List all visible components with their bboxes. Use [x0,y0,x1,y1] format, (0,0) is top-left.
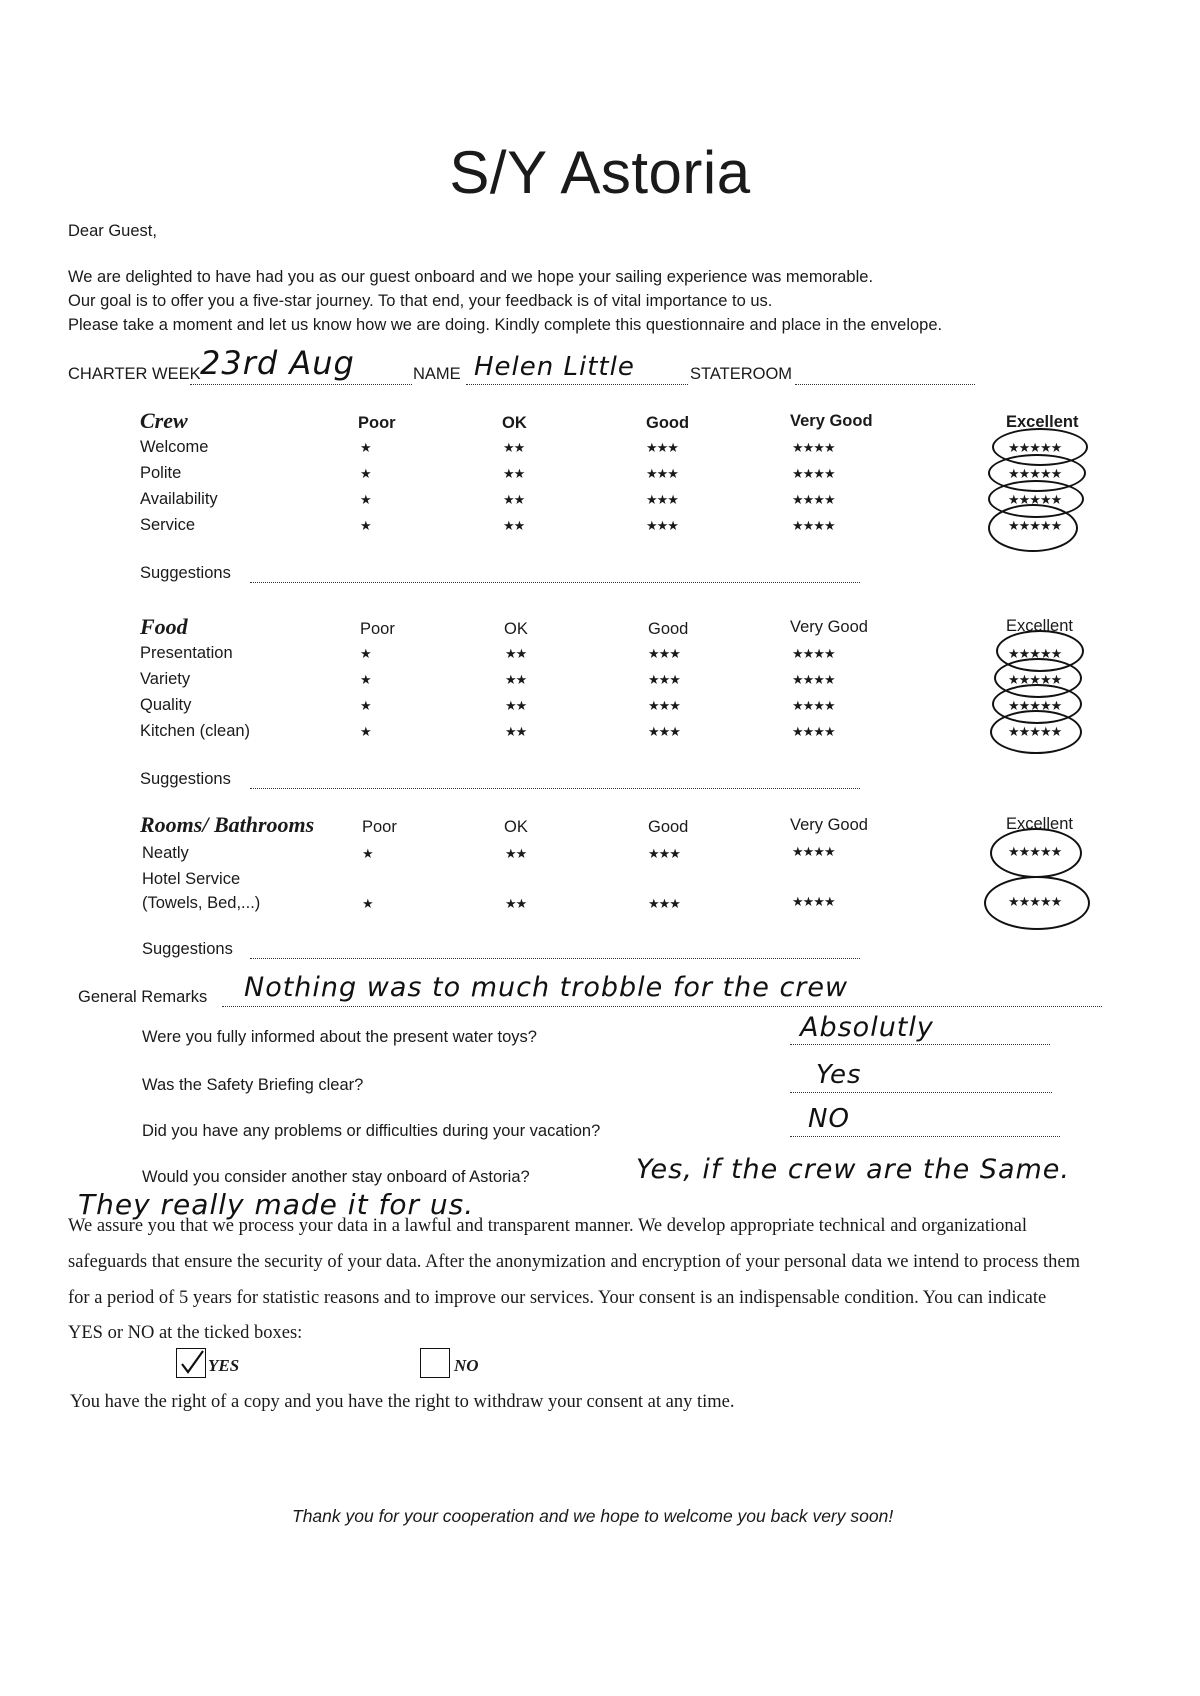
suggestions-line[interactable] [250,958,860,959]
rating-star-selected[interactable]: ★★★★★ [1008,844,1062,859]
col-good: Good [646,414,690,432]
rating-star[interactable]: ★★★★ [792,724,835,739]
rating-star[interactable]: ★ [360,518,371,533]
rating-star[interactable]: ★ [360,440,371,455]
rating-star[interactable]: ★★★ [646,440,678,455]
rights-text: You have the right of a copy and you have the right to withdraw your consent at any time. [70,1392,735,1412]
charter-week-label: CHARTER WEEK [68,365,201,383]
privacy-line-3: for a period of 5 years for statistic reasons and to improve our services. Your consent is an indispensable condition. You can indicate [68,1288,1047,1308]
privacy-line-4: YES or NO at the ticked boxes: [68,1323,303,1343]
col-very-good: Very Good [790,618,868,636]
rating-star[interactable]: ★★ [503,518,525,533]
section-title-food: Food [140,614,188,639]
rating-star[interactable]: ★★★ [648,846,680,861]
rating-star[interactable]: ★ [360,466,371,481]
selection-circle [990,710,1082,754]
col-excellent: Excellent [1006,815,1073,833]
rating-star[interactable]: ★★★★ [792,518,835,533]
intro-line-3: Please take a moment and let us know how we are doing. Kindly complete this questionnaire and place in the envelope. [68,316,943,334]
rating-star[interactable]: ★★★★ [792,698,835,713]
selection-circle [988,504,1078,552]
stateroom-label: STATEROOM [690,365,793,383]
consent-no-label: NO [454,1356,479,1375]
suggestions-label: Suggestions [142,940,233,958]
question-problems: Did you have any problems or difficulties during your vacation? [142,1122,601,1140]
rating-star[interactable]: ★★★ [648,724,680,739]
checkmark-icon [177,1349,205,1377]
rating-star[interactable]: ★★ [503,440,525,455]
rating-star-selected[interactable]: ★★★★★ [1008,492,1062,507]
rating-star[interactable]: ★★★ [648,698,680,713]
row-label: Quality [140,696,192,714]
intro-line-1: We are delighted to have had you as our guest onboard and we hope your sailing experience was memorable. [68,268,874,286]
rating-star[interactable]: ★ [360,724,371,739]
selection-circle [984,876,1090,930]
rating-star-selected[interactable]: ★★★★★ [1008,466,1062,481]
rating-star[interactable]: ★★★ [646,492,678,507]
suggestions-line[interactable] [250,582,860,583]
rating-star-selected[interactable]: ★★★★★ [1008,518,1062,533]
col-ok: OK [502,414,527,432]
thanks-text: Thank you for your cooperation and we hope to welcome you back very soon! [292,1506,894,1526]
question-another-stay: Would you consider another stay onboard of Astoria? [142,1168,530,1186]
row-label: (Towels, Bed,...) [142,894,261,912]
rating-star-selected[interactable]: ★★★★★ [1008,724,1062,739]
row-label: Hotel Service [142,870,241,888]
rating-star[interactable]: ★★★ [646,518,678,533]
col-ok: OK [504,818,528,836]
answer-safety-briefing[interactable]: Yes [816,1060,862,1090]
question-water-toys: Were you fully informed about the present water toys? [142,1028,537,1046]
col-excellent: Excellent [1006,617,1073,635]
general-remarks-value[interactable]: Nothing was to much trobble for the crew [244,972,849,1003]
rating-star[interactable]: ★★ [505,646,527,661]
rating-star[interactable]: ★★★★ [792,646,835,661]
rating-star[interactable]: ★★★★ [792,672,835,687]
row-label: Neatly [142,844,189,862]
consent-yes-label: YES [208,1356,240,1375]
selection-circle [990,828,1082,878]
col-good: Good [648,818,689,836]
col-poor: Poor [360,620,395,638]
answer-problems[interactable]: NO [808,1104,850,1134]
suggestions-label: Suggestions [140,770,231,788]
rating-star[interactable]: ★★★★ [792,492,835,507]
suggestions-line[interactable] [250,788,860,789]
rating-star[interactable]: ★ [360,672,371,687]
rating-star[interactable]: ★★★ [646,466,678,481]
rating-star[interactable]: ★★★★ [792,440,835,455]
rating-star[interactable]: ★★ [503,492,525,507]
privacy-line-1: We assure you that we process your data in a lawful and transparent manner. We develop appropriate technical and organizational [68,1216,1028,1236]
suggestions-label: Suggestions [140,564,231,582]
section-title-crew: Crew [140,408,188,433]
name-label: NAME [413,365,461,383]
col-ok: OK [504,620,528,638]
handwritten-remark: They really made it for us. [78,1188,475,1221]
rating-star[interactable]: ★★★ [648,896,680,911]
row-label: Service [140,516,196,534]
greeting: Dear Guest, [68,222,157,240]
rating-star[interactable]: ★★ [505,724,527,739]
row-label: Presentation [140,644,233,662]
privacy-line-2: safeguards that ensure the security of your data. After the anonymization and encryption of your personal data we intend to process them [68,1252,1081,1272]
rating-star[interactable]: ★★ [503,466,525,481]
consent-yes-checkbox[interactable] [176,1348,206,1378]
rating-star[interactable]: ★★★★ [792,466,835,481]
rating-star[interactable]: ★★★★ [792,894,835,909]
rating-star[interactable]: ★★ [505,698,527,713]
col-poor: Poor [358,414,396,432]
rating-star[interactable]: ★★★ [648,672,680,687]
col-excellent: Excellent [1006,413,1079,431]
page-title: S/Y Astoria [449,139,751,206]
rating-star[interactable]: ★ [362,896,373,911]
rating-star-selected[interactable]: ★★★★★ [1008,672,1062,687]
answer-another-stay[interactable]: Yes, if the crew are the Same. [636,1154,1070,1185]
col-very-good: Very Good [790,412,873,430]
consent-no-checkbox[interactable] [420,1348,450,1378]
rating-star[interactable]: ★★ [505,846,527,861]
col-poor: Poor [362,818,397,836]
rating-star[interactable]: ★★ [505,896,527,911]
col-very-good: Very Good [790,816,868,834]
general-remarks-label: General Remarks [78,988,208,1006]
rating-star[interactable]: ★ [362,846,373,861]
question-safety-briefing: Was the Safety Briefing clear? [142,1076,364,1094]
row-label: Variety [140,670,191,688]
rating-star[interactable]: ★★ [505,672,527,687]
row-label: Availability [140,490,218,508]
rating-star[interactable]: ★★★ [648,646,680,661]
row-label: Kitchen (clean) [140,722,251,740]
section-title-rooms: Rooms/ Bathrooms [140,812,315,837]
rating-star[interactable]: ★ [360,646,371,661]
rating-star[interactable]: ★ [360,698,371,713]
charter-week-value[interactable]: 23rd Aug [200,344,355,382]
rating-star[interactable]: ★★★★ [792,844,835,859]
rating-star-selected[interactable]: ★★★★★ [1008,646,1062,661]
intro-line-2: Our goal is to offer you a five-star journey. To that end, your feedback is of vital importance to us. [68,292,773,310]
row-label: Welcome [140,438,209,456]
row-label: Polite [140,464,182,482]
answer-water-toys[interactable]: Absolutly [800,1012,934,1043]
rating-star[interactable]: ★ [360,492,371,507]
rating-star-selected[interactable]: ★★★★★ [1008,894,1062,909]
rating-star-selected[interactable]: ★★★★★ [1008,698,1062,713]
name-value[interactable]: Helen Little [474,352,635,382]
col-good: Good [648,620,689,638]
rating-star-selected[interactable]: ★★★★★ [1008,440,1062,455]
